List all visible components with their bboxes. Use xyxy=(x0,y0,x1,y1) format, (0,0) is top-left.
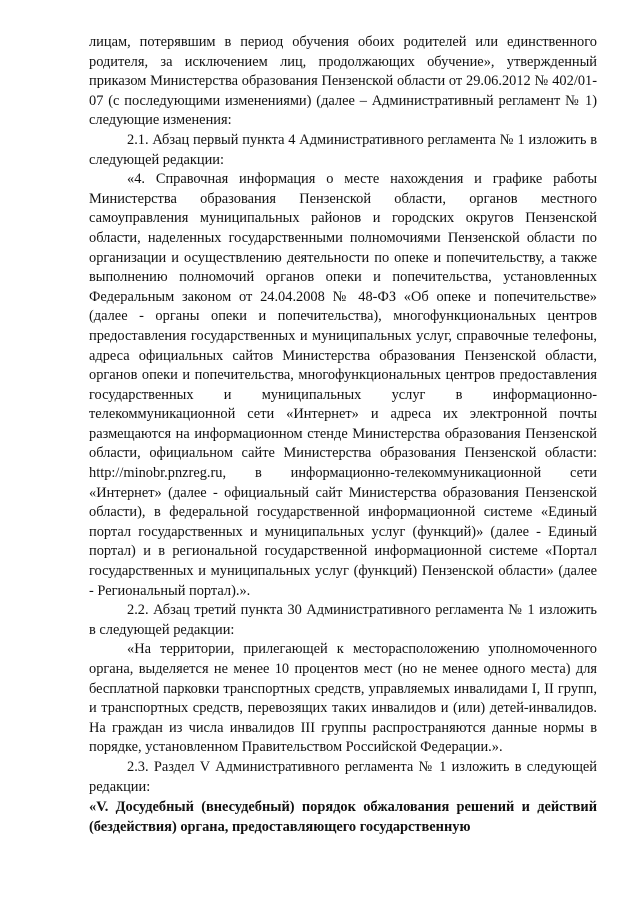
paragraph-amendment-2-3: 2.3. Раздел V Административного регламента № 1 изложить в следующей редакции: xyxy=(89,758,597,795)
paragraph-quote-parking: «На территории, прилегающей к месторасположению уполномоченного органа, выделяется не менее 10 процентов мест (но не менее одного места) для бесплатной парковки транспортных средств, управляемых инвалидами I, II групп, и транспортных средств, перевозящих таких инвалидов и (или) детей-инвалидов. На граждан из числа инвалидов III группы распространяются данные нормы в порядке, установленном Правительством Российской Федерации.». xyxy=(89,641,597,756)
paragraph-quote-item-4: «4. Справочная информация о месте нахождения и графике работы Министерства образования Пензенской области, органов местного самоуправления муниципальных районов и городских округов Пензенской области, наделенных государственными полномочиями Пензенской области по организации и осуществлению деятельности по опеке и попечительству, а также выполнению полномочий органов опеки и попечительства, установленных Федеральным законом от 24.04.2008 № 48-ФЗ «Об опеке и попечительстве» (далее - органы опеки и попечительства), многофункциональных центров предоставления государственных и муниципальных услуг, справочные телефоны, адреса официальных сайтов Министерства образования Пензенской области, органов опеки и попечительства, многофункциональных центров предоставления государственных и муниципальных услуг в информационно-телекоммуникационной сети «Интернет» и адреса их электронной почты размещаются на информационном стенде Министерства образования Пензенской области, официальном сайте Министерства образования Пензенской области: http://minobr.pnzreg.ru, в информационно-телекоммуникационной сети «Интернет» (далее - официальный сайт Министерства образования Пензенской области), в федеральной государственной информационной системе «Единый портал государственных и муниципальных услуг (функций)» (далее - Единый портал) и в региональной государственной информационной системе «Портал государственных и муниципальных услуг (функций) Пензенской области» (далее - Региональный портал).». xyxy=(89,171,597,599)
document-page xyxy=(89,33,597,837)
paragraph-continuation: лицам, потерявшим в период обучения обоих родителей или единственного родителя, за исключением лиц, продолжающих обучение», утвержденный приказом Министерства образования Пензенской области от 29.06.2012 № 402/01-07 (с последующими изменениями) (далее – Административный регламент № 1) следующие изменения: xyxy=(89,34,597,129)
paragraph-amendment-2-2: 2.2. Абзац третий пункта 30 Административного регламента № 1 изложить в следующей редакции: xyxy=(89,602,597,638)
paragraph-amendment-2-1: 2.1. Абзац первый пункта 4 Административного регламента № 1 изложить в следующей редакции: xyxy=(89,131,597,168)
section-heading: «V. Досудебный (внесудебный) порядок обжалования решений и действий (бездействия) органа, предоставляющего государственную xyxy=(89,799,597,836)
